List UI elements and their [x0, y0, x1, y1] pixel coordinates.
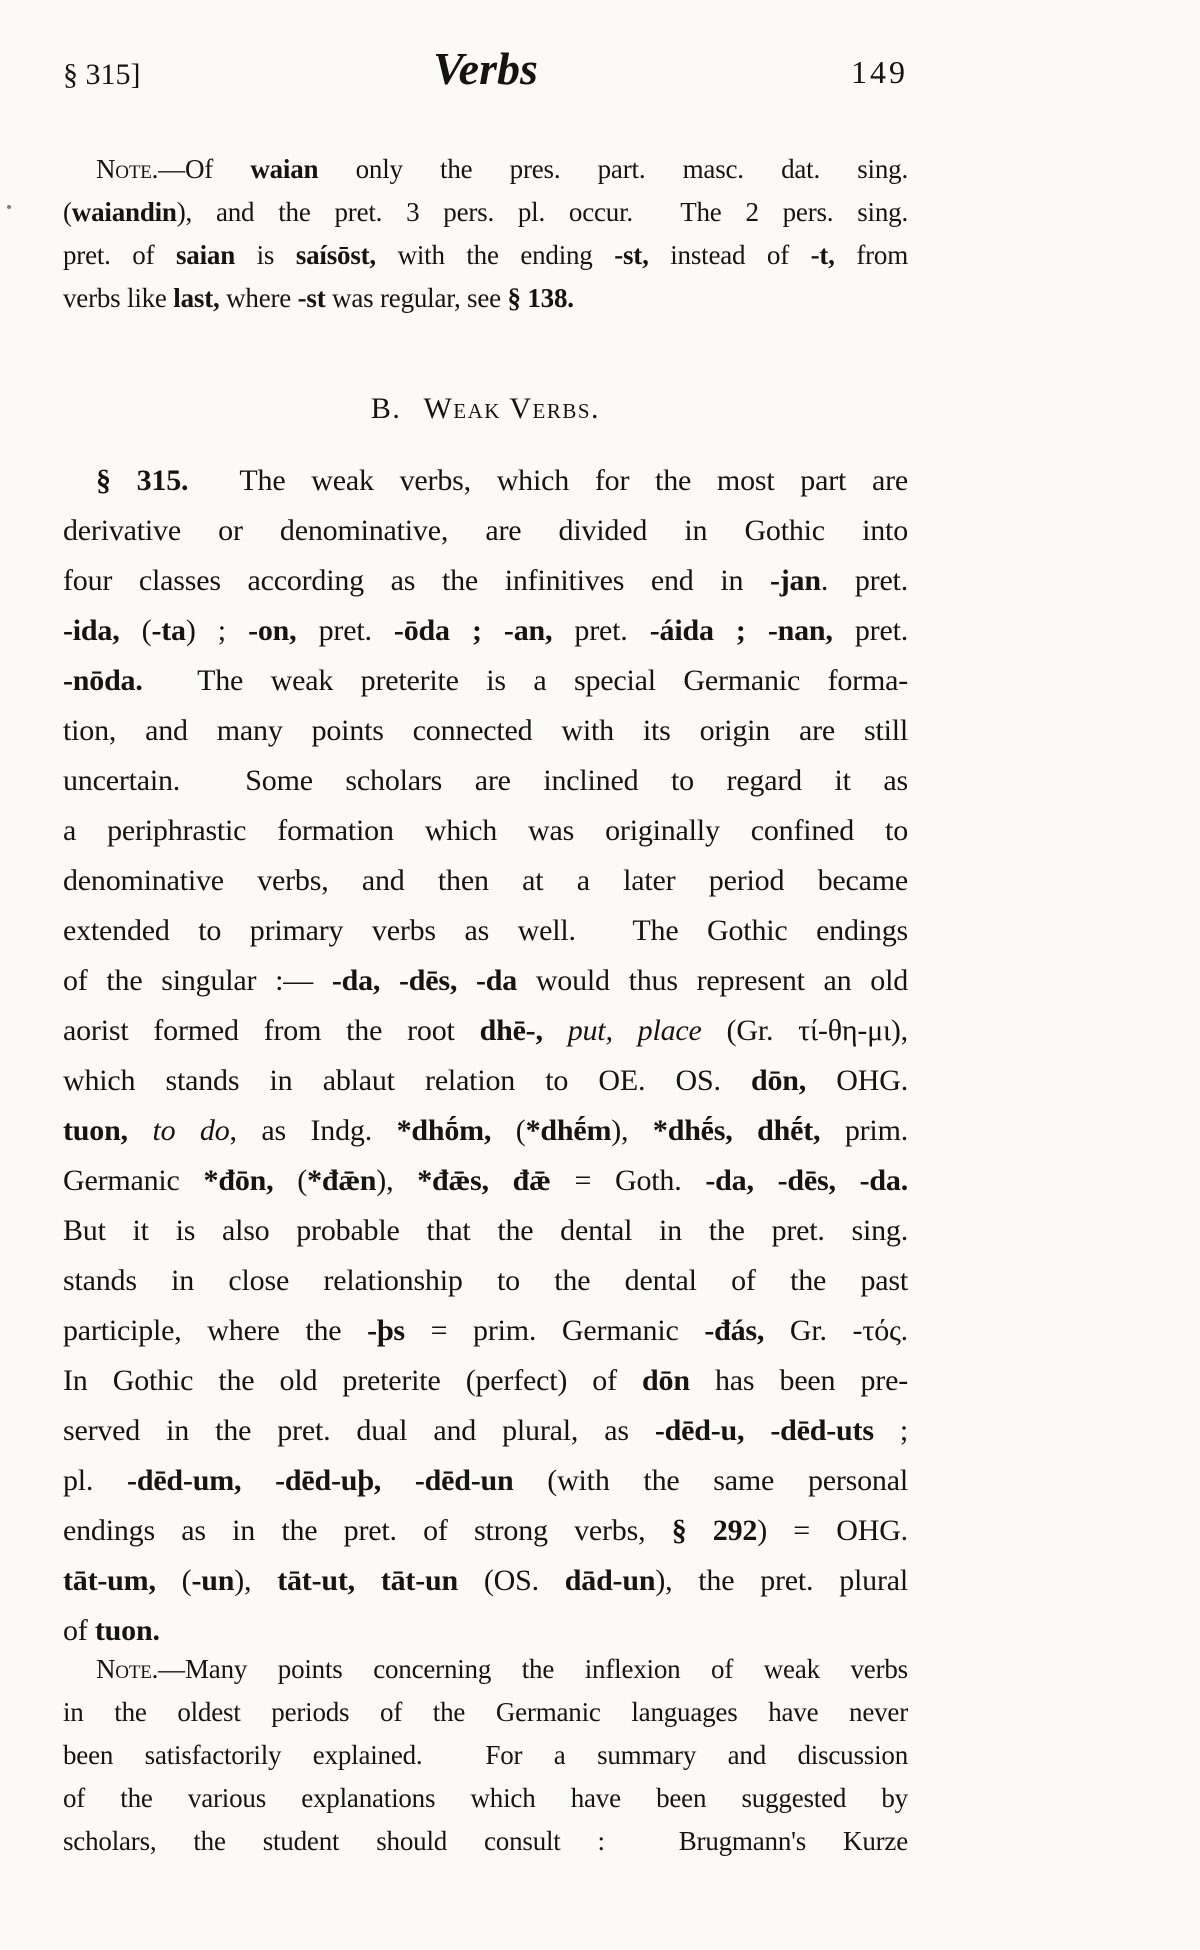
text-segment: . pret. — [820, 564, 908, 597]
text-segment — [482, 614, 504, 647]
text-segment: In Gothic the old preterite (perfect) of — [63, 1364, 643, 1397]
text-line — [63, 1406, 908, 1456]
text-segment: tuon. — [94, 1614, 160, 1647]
text-segment: ) ; — [185, 614, 249, 647]
header-section-ref: § 315] — [63, 58, 141, 91]
text-segment: prim. — [820, 1114, 908, 1147]
page-title: Verbs — [433, 43, 538, 94]
text-segment: (Gr. τί-θη-μι), — [701, 1014, 908, 1047]
text-segment: tuon, — [63, 1114, 128, 1147]
text-segment: *dhṓm, — [396, 1114, 492, 1147]
text-segment: dād-un — [564, 1564, 656, 1597]
text-line — [63, 1456, 908, 1506]
text-segment: tāt-um, — [63, 1564, 156, 1597]
text-line — [63, 606, 908, 656]
text-line — [63, 506, 908, 556]
text-segment: last, — [173, 283, 220, 313]
text-segment: *đōn, — [203, 1164, 274, 1197]
text-segment: -nan, — [767, 614, 833, 647]
text-line — [63, 1777, 908, 1820]
heading-letter: B. — [370, 392, 402, 425]
text-segment: saian — [176, 240, 236, 270]
text-segment: dōn, — [751, 1064, 807, 1097]
text-segment: -ta — [151, 614, 186, 647]
text-line — [63, 1256, 908, 1306]
text-segment: stands in close relationship to the dental of the past — [63, 1264, 908, 1297]
text-line — [63, 906, 908, 956]
text-segment: -dēd-u, -dēd-uts — [654, 1414, 874, 1447]
text-segment: § 138. — [507, 283, 574, 313]
text-segment: Note.— — [96, 154, 185, 184]
text-line — [63, 1648, 908, 1691]
note-top-paragraph — [63, 148, 908, 320]
text-segment: was regular, see — [325, 283, 508, 313]
text-segment: -da, -dēs, -da — [331, 964, 518, 997]
text-segment: pret. — [552, 614, 650, 647]
text-segment: served in the pret. dual and plural, as — [63, 1414, 655, 1447]
text-segment: -t, — [810, 240, 835, 270]
text-segment: -an, — [503, 614, 553, 647]
text-segment: ( — [155, 1564, 192, 1597]
text-segment: to do — [152, 1114, 230, 1147]
text-line — [63, 706, 908, 756]
text-segment: ; — [873, 1414, 908, 1447]
text-line — [63, 1691, 908, 1734]
text-segment: waiandin — [71, 197, 177, 227]
text-segment: a periphrastic formation which was originally confined to — [63, 814, 908, 847]
text-segment: pl. — [63, 1464, 128, 1497]
text-segment: Note.— — [96, 1654, 185, 1684]
text-segment: ( — [273, 1164, 308, 1197]
text-segment: verbs like — [63, 283, 174, 313]
text-segment: -da, -dēs, -da. — [705, 1164, 908, 1197]
text-segment: saísōst, — [295, 240, 376, 270]
text-segment: been satisfactorily explained. For a summary and discussion — [63, 1740, 908, 1770]
text-segment: where — [219, 283, 298, 313]
text-segment: -st, — [614, 240, 649, 270]
text-line — [63, 1156, 908, 1206]
text-segment: But it is also probable that the dental in the pret. sing. — [63, 1214, 908, 1247]
text-segment: pret. of — [63, 240, 176, 270]
text-line — [63, 277, 908, 320]
text-line — [63, 556, 908, 606]
text-line — [63, 191, 908, 234]
text-segment: ), — [234, 1564, 278, 1597]
text-segment: Germanic — [63, 1164, 204, 1197]
text-segment: -st — [297, 283, 326, 313]
text-segment: extended to primary verbs as well. The Gothic endings — [63, 914, 908, 947]
text-segment: -đás, — [704, 1314, 765, 1347]
text-segment: would thus represent an old — [517, 964, 908, 997]
text-segment: , as Indg. — [229, 1114, 397, 1147]
text-segment: The weak verbs, which for the most part are — [188, 464, 908, 497]
text-line — [63, 1306, 908, 1356]
text-segment: -ōda ; — [393, 614, 482, 647]
text-line — [63, 148, 908, 191]
text-segment: instead of — [648, 240, 811, 270]
text-segment: -dēd-um, -dēd-uþ, -dēd-un — [127, 1464, 514, 1497]
scan-speck — [7, 205, 11, 209]
text-segment: ) = OHG. — [757, 1514, 908, 1547]
text-line — [63, 456, 908, 506]
text-segment: -un — [191, 1564, 235, 1597]
note-bottom-paragraph — [63, 1648, 908, 1863]
text-segment: Of — [184, 154, 251, 184]
text-segment: *dhḗs, dhḗt, — [652, 1114, 821, 1147]
text-segment: which stands in ablaut relation to OE. OS. — [63, 1064, 751, 1097]
text-line — [63, 1206, 908, 1256]
text-line — [63, 1106, 908, 1156]
text-segment: is — [235, 240, 296, 270]
text-line — [63, 1356, 908, 1406]
text-segment: from — [834, 240, 908, 270]
text-segment: denominative verbs, and then at a later period became — [63, 864, 908, 897]
text-segment: of the various explanations which have been suggested by — [63, 1783, 908, 1813]
text-segment: -nōda. — [63, 664, 143, 697]
text-segment: derivative or denominative, are divided in Gothic into — [63, 514, 908, 547]
page-number: 149 — [851, 54, 908, 90]
text-segment: ( — [491, 1114, 526, 1147]
text-segment: The weak preterite is a special Germanic forma- — [142, 664, 908, 697]
text-segment: ( — [63, 197, 72, 227]
text-segment: ), — [611, 1114, 653, 1147]
text-line — [63, 956, 908, 1006]
text-segment: uncertain. Some scholars are inclined to regard it as — [63, 764, 908, 797]
text-segment: ( — [119, 614, 152, 647]
text-segment: Many points concerning the inflexion of weak verbs — [184, 1654, 908, 1684]
text-segment: waian — [250, 154, 319, 184]
text-line — [63, 756, 908, 806]
text-segment: of the singular :— — [63, 964, 332, 997]
text-segment: dhē-, — [479, 1014, 543, 1047]
text-segment: tion, and many points connected with its origin are still — [63, 714, 908, 747]
text-segment: (OS. — [457, 1564, 565, 1597]
text-line — [63, 806, 908, 856]
text-segment: *đǣn — [307, 1164, 377, 1197]
text-line — [63, 1734, 908, 1777]
heading-text: Weak Verbs. — [423, 392, 601, 425]
text-line — [63, 856, 908, 906]
text-line — [63, 1506, 908, 1556]
text-segment: Gr. -τός. — [764, 1314, 908, 1347]
text-segment: § 315. — [96, 464, 189, 497]
text-segment: (with the same personal — [513, 1464, 908, 1497]
text-segment — [746, 614, 768, 647]
text-line — [63, 1556, 908, 1606]
text-segment: § 292 — [671, 1514, 758, 1547]
text-segment: -þs — [367, 1314, 405, 1347]
text-segment: ), the pret. plural — [655, 1564, 908, 1597]
text-segment: dōn — [642, 1364, 690, 1397]
text-segment: -on, — [248, 614, 297, 647]
section-315-paragraph — [63, 456, 908, 1656]
text-segment: participle, where the — [63, 1314, 368, 1347]
text-segment: has been pre- — [689, 1364, 908, 1397]
text-segment: ), — [376, 1164, 418, 1197]
text-segment: put, place — [567, 1014, 702, 1047]
text-line — [63, 1056, 908, 1106]
text-segment: four classes according as the infinitives end in — [63, 564, 770, 597]
text-segment: -áida ; — [649, 614, 746, 647]
text-line — [63, 234, 908, 277]
text-segment: aorist formed from the root — [63, 1014, 480, 1047]
text-segment: *dhḗm — [525, 1114, 612, 1147]
text-segment: with the ending — [375, 240, 615, 270]
text-segment: of — [63, 1614, 95, 1647]
text-segment: *đǣs, đǣ — [417, 1164, 551, 1197]
text-segment: -jan — [769, 564, 821, 597]
text-segment: scholars, the student should consult : Brugmann's Kurze — [63, 1826, 908, 1856]
text-segment: -ida, — [63, 614, 120, 647]
text-segment: only the pres. part. masc. dat. sing. — [318, 154, 908, 184]
text-line — [63, 1006, 908, 1056]
text-line — [63, 656, 908, 706]
text-segment: = prim. Germanic — [404, 1314, 705, 1347]
text-segment: ), and the pret. 3 pers. pl. occur. The 2 pers. sing. — [176, 197, 908, 227]
text-segment: pret. — [296, 614, 394, 647]
weak-verbs-heading — [63, 392, 908, 426]
text-segment: tāt-ut, tāt-un — [277, 1564, 458, 1597]
text-segment: pret. — [832, 614, 908, 647]
text-segment: endings as in the pret. of strong verbs, — [63, 1514, 672, 1547]
text-segment — [128, 1114, 153, 1147]
text-segment — [543, 1014, 568, 1047]
text-line — [63, 1820, 908, 1863]
text-segment: = Goth. — [550, 1164, 706, 1197]
text-segment: OHG. — [806, 1064, 908, 1097]
text-segment: in the oldest periods of the Germanic languages have never — [63, 1697, 908, 1727]
